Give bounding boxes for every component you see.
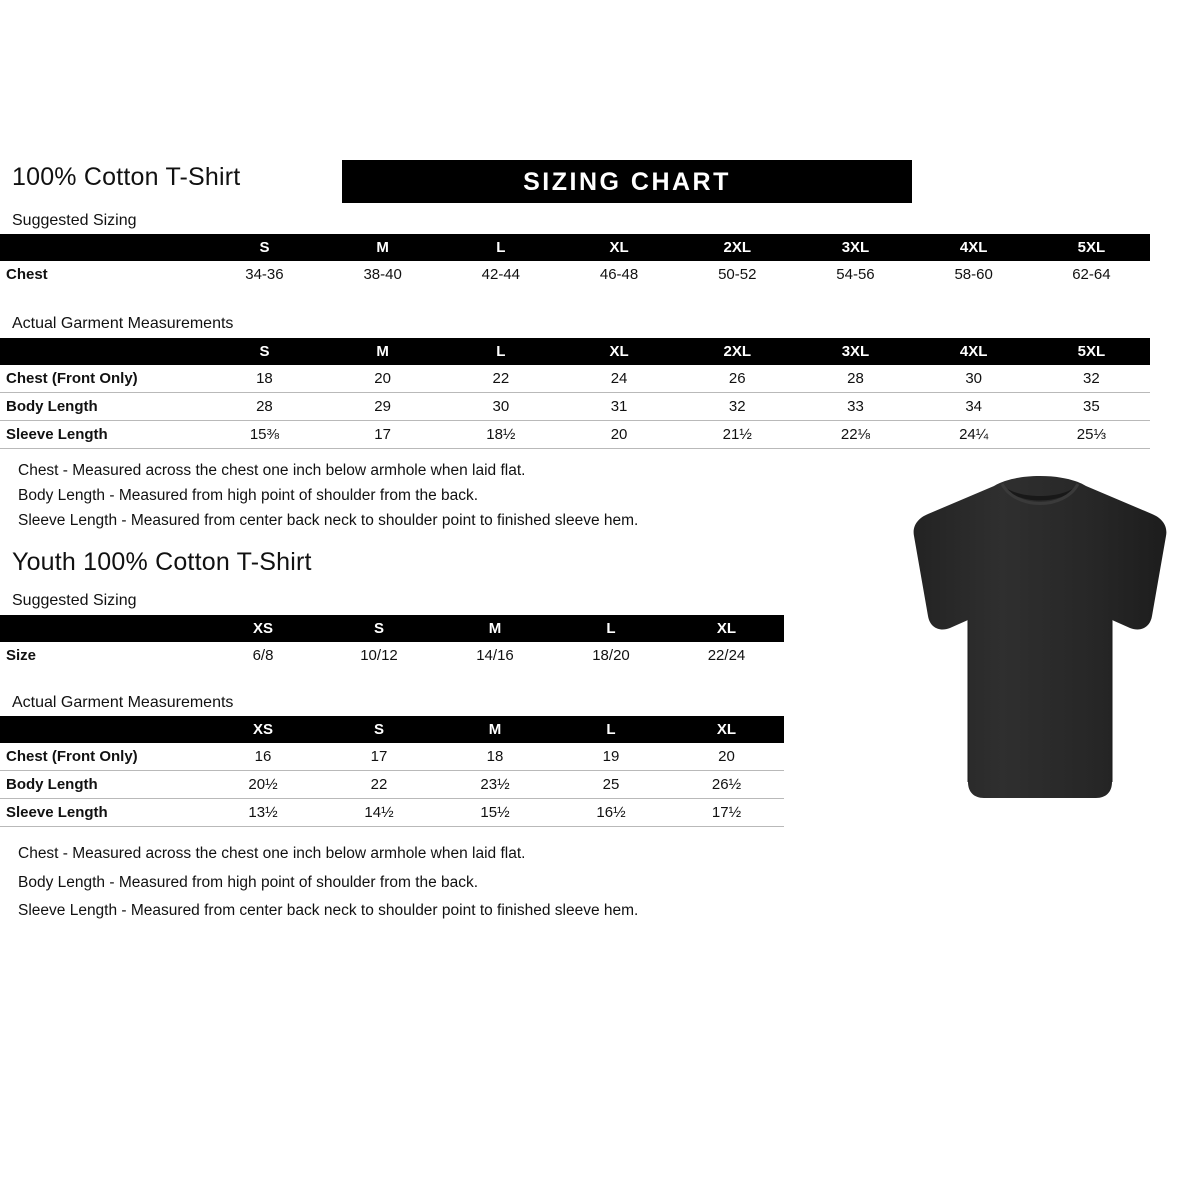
cell: 24¼ xyxy=(959,426,989,443)
youth-note-sleeve-length: Sleeve Length - Measured from center back neck to shoulder point to finished sleeve hem. xyxy=(18,902,639,919)
cell: 10/12 xyxy=(360,647,398,664)
adult-suggested-sizing-table xyxy=(0,234,1150,288)
cell: 18½ xyxy=(486,426,516,443)
adult-note-chest: Chest - Measured across the chest one inch below armhole when laid flat. xyxy=(18,462,526,479)
col-header: 3XL xyxy=(796,338,914,365)
cell: 13½ xyxy=(248,804,278,821)
row-label: Chest (Front Only) xyxy=(6,370,138,387)
row-label: Body Length xyxy=(6,398,98,415)
col-header xyxy=(0,716,205,743)
row-label: Chest (Front Only) xyxy=(6,748,138,765)
cell: 23½ xyxy=(480,776,510,793)
cell: 54-56 xyxy=(836,266,875,283)
col-header xyxy=(0,234,205,261)
col-header: XS xyxy=(205,615,321,642)
cell: 34-36 xyxy=(245,266,284,283)
cell: 21½ xyxy=(722,426,752,443)
cell: 18/20 xyxy=(592,647,630,664)
col-header: XS xyxy=(205,716,321,743)
cell: 25 xyxy=(602,776,620,793)
cell: 22 xyxy=(492,370,510,387)
cell: 20½ xyxy=(248,776,278,793)
row-label: Body Length xyxy=(6,776,98,793)
col-header: S xyxy=(321,716,437,743)
youth-actual-measurements-table xyxy=(0,716,784,827)
cell: 28 xyxy=(847,370,864,387)
cell: 29 xyxy=(374,398,391,415)
cell: 18 xyxy=(486,748,504,765)
cell: 33 xyxy=(847,398,864,415)
col-header: S xyxy=(321,615,437,642)
cell: 17½ xyxy=(711,804,742,821)
youth-suggested-sizing-table xyxy=(0,615,784,669)
col-header xyxy=(0,615,205,642)
col-header: XL xyxy=(669,615,784,642)
cell: 22⅛ xyxy=(840,426,871,443)
col-header: L xyxy=(442,338,560,365)
col-header: 4XL xyxy=(915,338,1033,365)
sizing-chart-banner xyxy=(342,160,912,203)
cell: 22 xyxy=(370,776,388,793)
cell: 15⅜ xyxy=(249,426,280,443)
col-header: S xyxy=(205,234,323,261)
col-header: M xyxy=(324,234,442,261)
cell: 58-60 xyxy=(954,266,993,283)
col-header: L xyxy=(553,716,669,743)
cell: 24 xyxy=(610,370,628,387)
cell: 31 xyxy=(610,398,628,415)
adult-note-sleeve-length: Sleeve Length - Measured from center back neck to shoulder point to finished sleeve hem. xyxy=(18,512,639,529)
cell: 14/16 xyxy=(476,647,514,664)
cell: 19 xyxy=(602,748,620,765)
cell: 35 xyxy=(1083,398,1100,415)
cell: 26½ xyxy=(711,776,742,793)
table-row xyxy=(0,421,1150,449)
col-header: M xyxy=(324,338,442,365)
table-row xyxy=(0,799,784,827)
col-header: 2XL xyxy=(678,234,796,261)
cell: 62-64 xyxy=(1072,266,1111,283)
col-header xyxy=(0,338,205,365)
col-header: XL xyxy=(669,716,784,743)
document-header xyxy=(12,160,1188,204)
table-row xyxy=(0,771,784,799)
row-label: Chest xyxy=(6,266,48,283)
cell: 50-52 xyxy=(718,266,757,283)
page-title: 100% Cotton T-Shirt xyxy=(12,163,241,191)
col-header: L xyxy=(442,234,560,261)
cell: 16 xyxy=(254,748,272,765)
adult-actual-measurements-label: Actual Garment Measurements xyxy=(12,315,234,332)
table-row xyxy=(0,642,784,669)
col-header: S xyxy=(205,338,323,365)
youth-suggested-sizing-label: Suggested Sizing xyxy=(12,592,137,609)
adult-note-body-length: Body Length - Measured from high point of shoulder from the back. xyxy=(18,487,479,504)
col-header: 3XL xyxy=(796,234,914,261)
cell: 20 xyxy=(610,426,628,443)
cell: 15½ xyxy=(480,804,510,821)
col-header: 5XL xyxy=(1033,234,1150,261)
row-label: Sleeve Length xyxy=(6,426,108,443)
cell: 38-40 xyxy=(363,266,402,283)
col-header: L xyxy=(553,615,669,642)
table-row xyxy=(0,365,1150,393)
table-row xyxy=(0,393,1150,421)
row-label: Sleeve Length xyxy=(6,804,108,821)
youth-note-body-length: Body Length - Measured from high point of shoulder from the back. xyxy=(18,874,479,891)
adult-actual-measurements-table xyxy=(0,338,1150,449)
table-header-row xyxy=(0,615,784,642)
table-header-row xyxy=(0,338,1150,365)
sizing-chart-banner-label: SIZING CHART xyxy=(523,168,731,196)
cell: 22/24 xyxy=(707,647,746,664)
cell: 17 xyxy=(370,748,388,765)
table-header-row xyxy=(0,716,784,743)
row-label: Size xyxy=(6,647,37,664)
cell: 20 xyxy=(718,748,735,765)
col-header: M xyxy=(437,615,553,642)
cell: 32 xyxy=(728,398,746,415)
cell: 17 xyxy=(374,426,391,443)
cell: 42-44 xyxy=(481,266,521,283)
cell: 14½ xyxy=(364,804,394,821)
table-row xyxy=(0,743,784,771)
t-shirt-illustration xyxy=(890,470,1190,810)
cell: 30 xyxy=(492,398,510,415)
table-header-row xyxy=(0,234,1150,261)
cell: 16½ xyxy=(596,804,626,821)
adult-suggested-sizing-label: Suggested Sizing xyxy=(12,212,137,229)
col-header: XL xyxy=(560,234,678,261)
cell: 28 xyxy=(256,398,273,415)
col-header: XL xyxy=(560,338,678,365)
table-row xyxy=(0,261,1150,288)
cell: 32 xyxy=(1083,370,1100,387)
col-header: 2XL xyxy=(678,338,796,365)
cell: 46-48 xyxy=(599,266,639,283)
cell: 18 xyxy=(256,370,273,387)
col-header: M xyxy=(437,716,553,743)
col-header: 5XL xyxy=(1033,338,1150,365)
cell: 30 xyxy=(965,370,982,387)
cell: 25⅓ xyxy=(1076,426,1106,443)
youth-note-chest: Chest - Measured across the chest one inch below armhole when laid flat. xyxy=(18,845,526,862)
cell: 26 xyxy=(728,370,746,387)
col-header: 4XL xyxy=(915,234,1033,261)
cell: 34 xyxy=(965,398,982,415)
youth-actual-measurements-label: Actual Garment Measurements xyxy=(12,694,234,711)
cell: 6/8 xyxy=(252,647,274,664)
youth-section-title: Youth 100% Cotton T-Shirt xyxy=(12,548,312,576)
cell: 20 xyxy=(374,370,391,387)
